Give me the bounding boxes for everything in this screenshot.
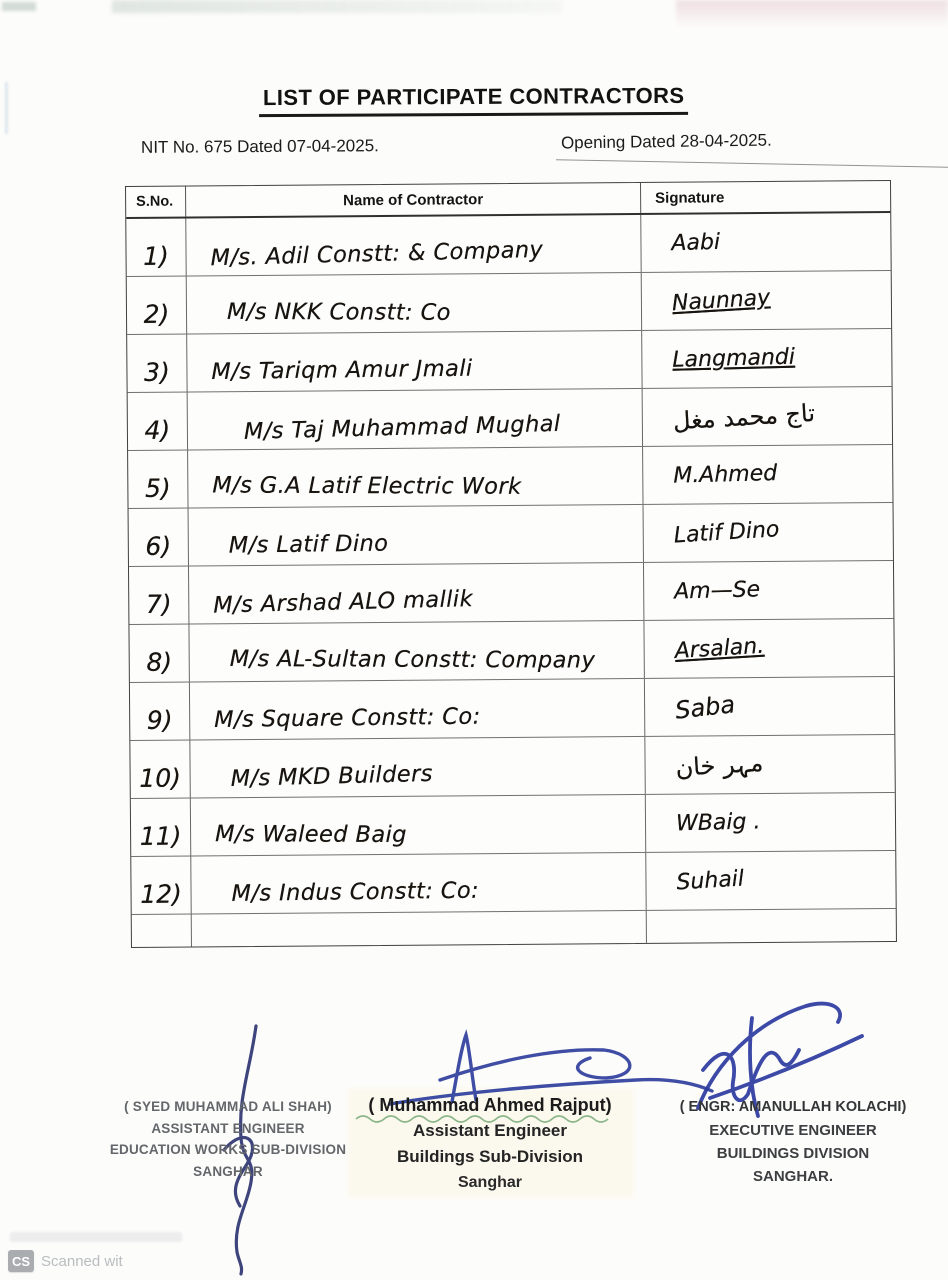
row-signature: Naunnay <box>671 285 771 317</box>
scan-smudge-top-right <box>676 0 948 28</box>
row-signature: تاج محمد مغل <box>672 398 816 435</box>
page-title: LIST OF PARTICIPATE CONTRACTORS <box>259 83 689 117</box>
row-sno: 7) <box>145 589 172 619</box>
row-signature: Langmandi <box>672 344 796 373</box>
signature-cell <box>641 213 890 272</box>
row-sno: 11) <box>139 821 182 851</box>
table-row <box>126 213 890 277</box>
table-row <box>131 851 895 915</box>
signatory-block-assistant-engineer-buildings <box>346 1092 634 1196</box>
row-signature: Aabi <box>671 229 721 257</box>
row-sno: 2) <box>143 299 170 329</box>
signature-cell <box>645 735 894 794</box>
sno-cell <box>130 683 190 740</box>
row-contractor-name: M/s Square Constt: Co: <box>214 703 481 734</box>
signatory-division: BUILDINGS DIVISION <box>716 1145 870 1162</box>
row-sno: 3) <box>144 357 170 387</box>
table-row <box>128 445 892 509</box>
table-row <box>127 329 891 393</box>
row-sno: 10) <box>139 763 182 793</box>
filler-name-cell <box>192 911 647 947</box>
sno-cell <box>130 741 190 798</box>
row-signature: Am—Se <box>673 577 761 605</box>
scan-corner-mark <box>2 2 36 11</box>
name-cell <box>189 563 644 624</box>
name-cell <box>191 795 646 856</box>
row-sno: 5) <box>144 473 171 503</box>
row-signature: Saba <box>673 689 737 725</box>
table-filler-row <box>132 909 896 947</box>
row-signature: مہر خان <box>674 748 764 782</box>
sno-cell <box>129 567 189 624</box>
row-contractor-name: M/s G.A Latif Electric Work <box>212 472 522 500</box>
row-contractor-name: M/s Latif Dino <box>228 530 389 559</box>
signatory-title: ASSISTANT ENGINEER <box>151 1120 305 1136</box>
signatory-location: Sanghar <box>457 1174 522 1191</box>
sno-cell <box>126 219 186 276</box>
name-cell <box>187 331 642 392</box>
nit-number-line: NIT No. 675 Dated 07-04-2025. <box>140 136 379 157</box>
name-cell <box>189 621 644 682</box>
contractor-table-body <box>126 213 895 915</box>
table-row <box>130 735 894 799</box>
name-cell <box>187 273 642 334</box>
signatory-name: ( ENGR: AMANULLAH KOLACHI) <box>679 1099 907 1115</box>
signatory-division: EDUCATION WORKS SUB-DIVISION <box>109 1142 347 1157</box>
signature-cell <box>642 329 891 388</box>
signatory-block-assistant-engineer-education <box>92 1096 364 1182</box>
table-row <box>129 561 893 625</box>
signature-cell <box>642 271 891 330</box>
signatory-location: SANGHAR <box>193 1163 263 1179</box>
name-cell <box>191 853 646 914</box>
sno-cell <box>131 857 191 914</box>
row-sno: 6) <box>145 531 172 561</box>
signatory-name: ( Muhammad Ahmed Rajput) <box>368 1095 612 1115</box>
table-row <box>129 503 893 567</box>
row-sno: 12) <box>140 879 182 909</box>
signatory-block-executive-engineer <box>648 1096 938 1188</box>
signatory-location: SANGHAR. <box>752 1168 833 1185</box>
row-contractor-name: M/s NKK Constt: Co <box>226 298 451 326</box>
sno-cell <box>129 509 189 566</box>
row-contractor-name: M/s Arshad ALO mallik <box>212 586 474 619</box>
row-sno: 4) <box>144 415 171 445</box>
sno-cell <box>129 625 189 682</box>
signatory-division: Buildings Sub-Division <box>396 1147 584 1166</box>
sno-cell <box>128 393 188 450</box>
name-cell <box>186 215 641 276</box>
header-signature: Signature <box>655 188 725 207</box>
name-cell <box>190 737 645 798</box>
table-row <box>127 271 891 335</box>
signature-cell <box>644 619 893 678</box>
row-signature: Arsalan. <box>673 633 765 665</box>
sno-cell <box>128 451 188 508</box>
signature-cell <box>646 793 895 852</box>
signature-cell <box>643 387 892 446</box>
row-contractor-name: M/s Tariqm Amur Jmali <box>211 355 473 386</box>
header-sno: S.No. <box>126 187 186 217</box>
table-row <box>129 619 893 683</box>
signatory-name: ( SYED MUHAMMAD ALI SHAH) <box>124 1099 332 1114</box>
opening-date-underline <box>556 159 948 168</box>
row-signature: WBaig . <box>675 809 761 837</box>
header-name: Name of Contractor <box>186 183 641 217</box>
table-row <box>131 793 895 857</box>
signature-cell <box>644 561 893 620</box>
sno-cell <box>127 277 187 334</box>
row-contractor-name: M/s MKD Builders <box>230 760 434 792</box>
signature-cell <box>646 851 895 910</box>
filler-signature-cell <box>647 909 896 943</box>
row-contractor-name: M/s Taj Muhammad Mughal <box>243 410 561 445</box>
camscanner-badge-icon: CS <box>8 1250 34 1272</box>
signature-cell <box>645 677 894 736</box>
contractors-table <box>125 180 897 948</box>
table-row <box>128 387 892 451</box>
row-sno: 9) <box>146 705 173 735</box>
opening-date-line: Opening Dated 28-04-2025. <box>560 130 772 153</box>
filler-sno-cell <box>132 914 192 946</box>
row-contractor-name: M/s Waleed Baig <box>215 821 407 848</box>
name-cell <box>190 679 645 740</box>
signatory-title: Assistant Engineer <box>413 1121 567 1140</box>
name-cell <box>188 447 643 508</box>
signature-cell <box>643 445 892 504</box>
title-wrap <box>0 84 948 116</box>
signatory-title: EXECUTIVE ENGINEER <box>709 1122 877 1139</box>
name-cell <box>189 505 644 566</box>
scan-faint-text-bar <box>10 1232 182 1242</box>
sno-cell <box>127 335 187 392</box>
signature-cell <box>644 503 893 562</box>
row-signature: M.Ahmed <box>672 460 778 489</box>
table-row <box>130 677 894 741</box>
row-sno: 8) <box>146 647 173 677</box>
row-signature: Latif Dino <box>673 517 781 549</box>
scan-smudge-top-left <box>112 0 562 13</box>
row-contractor-name: M/s AL-Sultan Constt: Company <box>229 645 596 674</box>
row-sno: 1) <box>143 241 169 271</box>
row-contractor-name: M/s Indus Constt: Co: <box>231 877 480 907</box>
sno-cell <box>131 799 191 856</box>
name-cell <box>188 389 643 450</box>
row-signature: Suhail <box>675 866 745 896</box>
row-contractor-name: M/s. Adil Constt: & Company <box>210 236 544 272</box>
camscanner-watermark-text: Scanned wit <box>41 1253 123 1270</box>
